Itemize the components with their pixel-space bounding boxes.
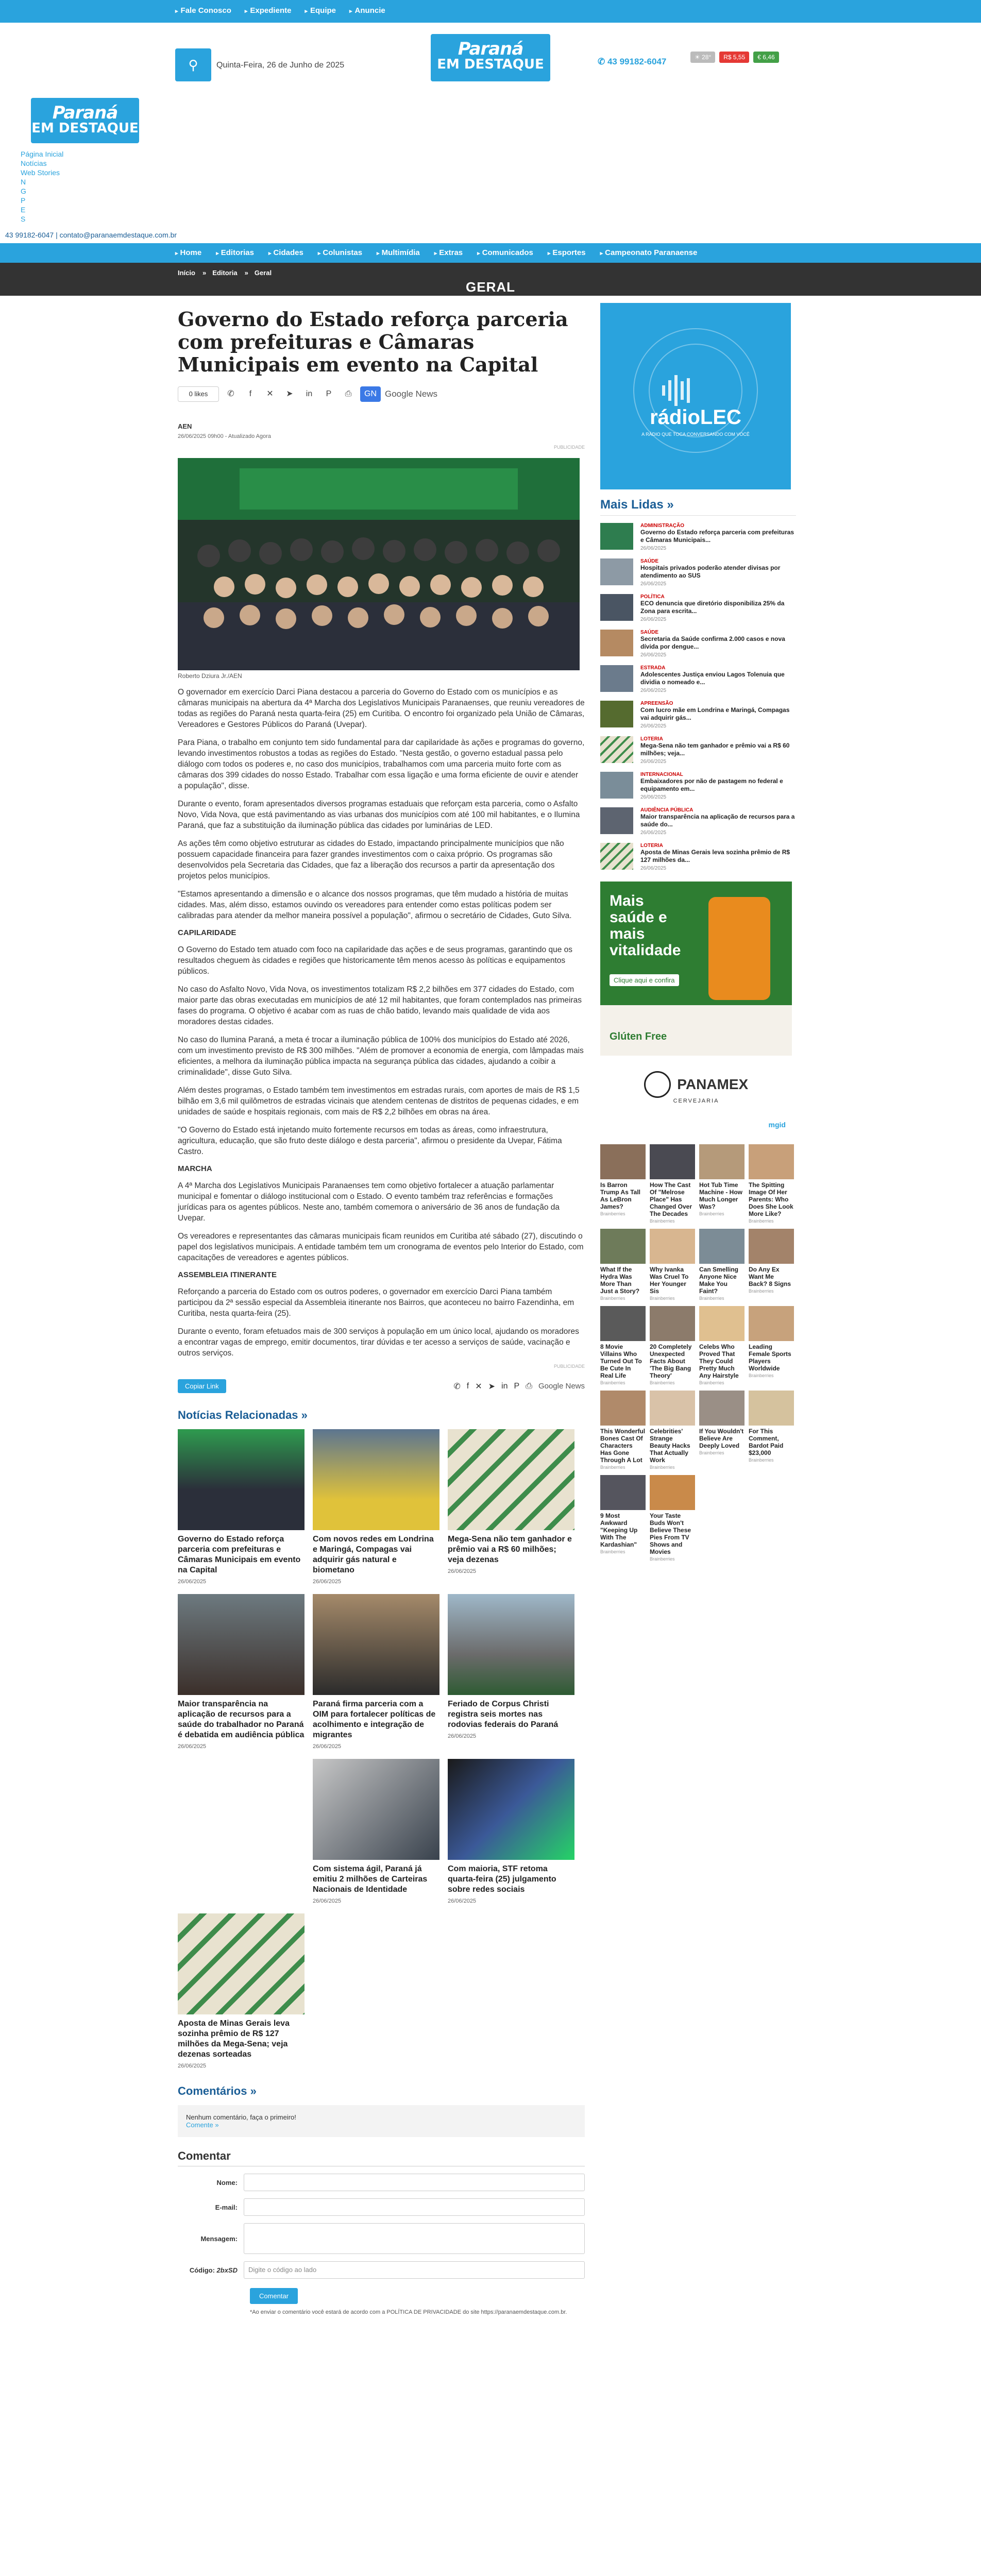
most-read-item[interactable]: LOTERIA Aposta de Minas Gerais leva sozinha prêmio de R$ 127 milhões da... 26/06/2025	[600, 843, 796, 871]
sponsored-thumb	[600, 1391, 646, 1426]
related-thumb	[313, 1429, 439, 1530]
sponsored-thumb	[650, 1229, 695, 1264]
paragraph: O Governo do Estado tem atuado com foco na capilaridade das ações e de seus programas, garantindo que os resultados cheguem às cidades e regiões que historicamente têm menos acesso às políticas e equipamentos públicos.	[178, 945, 573, 976]
sponsored-thumb	[650, 1391, 695, 1426]
current-date: Quinta-Feira, 26 de Junho de 2025	[216, 61, 345, 70]
related-heading: Notícias Relacionadas »	[178, 1409, 308, 1421]
sponsored-item[interactable]: The Spitting Image Of Her Parents: Who Does She Look More Like? Brainberries	[749, 1144, 794, 1224]
header	[0, 23, 981, 90]
sponsored-thumb	[600, 1144, 646, 1179]
comment-link[interactable]: Comente »	[186, 2121, 219, 2129]
related-spacer	[178, 1759, 305, 1904]
paragraph: Reforçando a parceria do Estado com os outros poderes, o governador em exercício Darci Piana também participou da 2ª sessão especial da Assembleia itinerante nos Bairros, que aconteceu no bairro Fazendinha, em Curitiba, nesta quarta-feira (25).	[178, 1287, 574, 1318]
side-link-p[interactable]: P	[21, 196, 26, 205]
most-read-item[interactable]: APREENSÃO Com lucro mãe em Londrina e Maringá, Compagas vai adquirir gás... 26/06/2025	[600, 701, 796, 729]
search-button[interactable]	[175, 48, 211, 81]
nav-cidades[interactable]: ▸ Cidades	[268, 248, 303, 257]
telegram-share-icon[interactable]: ➤	[488, 1382, 496, 1391]
top-link-equipe[interactable]: ▸ Equipe	[305, 6, 336, 15]
radio-ad-graphic	[600, 303, 791, 489]
side-link-home[interactable]: Página Inicial	[21, 150, 64, 158]
article-author: AEN	[178, 422, 192, 430]
sponsored-thumb	[699, 1229, 745, 1264]
sponsored-thumb	[650, 1475, 695, 1510]
related-card[interactable]: Maior transparência na aplicação de recursos para a saúde do trabalhador no Paraná é debatida em audiência pública 26/06/2025	[178, 1594, 305, 1750]
most-read-item[interactable]: ADMINISTRAÇÃO Governo do Estado reforça parceria com prefeituras e Câmaras Municipais... 26/06/2025	[600, 523, 796, 551]
most-read-thumb	[600, 523, 633, 550]
related-thumb	[178, 1594, 305, 1695]
article	[178, 299, 585, 2315]
radio-tagline: A RÁDIO QUE TOCA CONVERSANDO COM VOCÊ	[641, 432, 750, 437]
paragraph: No caso do Asfalto Novo, Vida Nova, os investimentos totalizam R$ 2,2 bilhões em 377 cidades do Estado, com maior parte das obras executadas em municípios de até 12 mil habitantes, que foram contemplados nas primeiras fases do programa. O objetivo é acabar com as ruas de chão batido, levando mais qualidade de vida aos moradores destas cidades.	[178, 985, 582, 1026]
x-share-icon[interactable]: ✕	[266, 389, 274, 398]
most-read-item[interactable]: ESTRADA Adolescentes Justiça enviou Lagos Tolenuia que dividia o nomeado e... 26/06/2025	[600, 665, 796, 693]
whatsapp-share-icon[interactable]: ✆	[453, 1382, 461, 1391]
sponsored-item[interactable]: 8 Movie Villains Who Turned Out To Be Cute In Real Life Brainberries	[600, 1306, 646, 1385]
most-read-list	[600, 523, 796, 871]
paragraph: Para Piana, o trabalho em conjunto tem sido fundamental para dar capilaridade às ações e programas do governo, levando investimentos robustos a todas as regiões do Estado. "Nesta gestão, o governo estadual passa pelo diálogo com todos os poderes e, no caso dos municípios, trabalhamos com uma parceria muito forte com as câmaras dos 399 cidades do nosso Estado. Trabalhar com essa ligação e uma forma eficiente de ouvir e atender a população", disse.	[178, 738, 585, 790]
related-thumb	[448, 1594, 574, 1695]
name-label: Nome:	[216, 2178, 238, 2187]
message-label: Mensagem:	[200, 2234, 238, 2243]
paragraph: No caso do Ilumina Paraná, a meta é trocar a iluminação pública de 100% dos municípios do Estado até 2026, com um investimento previsto de R$ 300 milhões. "Além de promover a economia de energia, com lâmpadas mais eficientes, a melhora da iluminação pública impacta na segurança pública das cidades, ajudando a coibir a criminalidade", disse Guto Silva.	[178, 1036, 584, 1077]
article-date: 26/06/2025 09h00 - Atualizado Agora	[178, 433, 272, 439]
facebook-share-icon[interactable]: f	[249, 389, 252, 398]
nav-home[interactable]: ▸ Home	[175, 248, 201, 257]
side-link-n[interactable]: N	[21, 178, 26, 186]
sponsored-thumb	[600, 1229, 646, 1264]
most-read-item[interactable]: LOTERIA Mega-Sena não tem ganhador e prêmio vai a R$ 60 milhões; veja... 26/06/2025	[600, 736, 796, 765]
message-input[interactable]	[244, 2223, 585, 2254]
email-input[interactable]	[244, 2198, 585, 2216]
side-link-e[interactable]: E	[21, 206, 26, 214]
related-card[interactable]: Mega-Sena não tem ganhador e prêmio vai a R$ 60 milhões; veja dezenas 26/06/2025	[448, 1429, 574, 1585]
name-row	[178, 2174, 585, 2191]
radio-name: rádioLEC	[650, 406, 741, 429]
most-read-thumb	[600, 594, 633, 621]
related-card[interactable]: Com maioria, STF retoma quarta-feira (25) julgamento sobre redes sociais 26/06/2025	[448, 1759, 574, 1904]
health-ad-strip	[600, 1005, 792, 1056]
most-read-item[interactable]: AUDIÊNCIA PÚBLICA Maior transparência na aplicação de recursos para a saúde do... 26/06/2025	[600, 807, 796, 836]
side-link-news[interactable]: Notícias	[21, 159, 47, 167]
related-card[interactable]: Paraná firma parceria com a OIM para fortalecer políticas de acolhimento e integração de migrantes 26/06/2025	[313, 1594, 439, 1750]
sponsored-item[interactable]: Why Ivanka Was Cruel To Her Younger Sis Brainberries	[650, 1229, 695, 1301]
contact-line[interactable]: 43 99182-6047 | contato@paranaemdestaque.com.br	[5, 231, 177, 239]
google-news-icon[interactable]: GN	[360, 386, 381, 402]
site-logo[interactable]: Paraná EM DESTAQUE	[431, 34, 550, 81]
most-read-thumb	[600, 630, 633, 656]
related-card[interactable]: Com sistema ágil, Paraná já emitiu 2 milhões de Carteiras Nacionais de Identidade 26/06/2025	[313, 1759, 439, 1904]
x-share-icon[interactable]: ✕	[475, 1382, 482, 1391]
subheading-marcha: MARCHA	[178, 1164, 212, 1173]
breadcrumb-geral[interactable]: » Geral	[245, 269, 272, 277]
most-read-thumb	[600, 558, 633, 585]
sponsored-thumb	[699, 1391, 745, 1426]
whatsapp-share-icon[interactable]: ✆	[227, 389, 234, 398]
most-read-item[interactable]: SAÚDE Secretaria da Saúde confirma 2.000 casos e nova dívida por dengue... 26/06/2025	[600, 630, 796, 658]
paragraph: "O Governo do Estado está injetando muito fortemente recursos em todas as áreas, como infraestrutura, agricultura, educação, que são fruto deste diálogo e desta parceria", afirmou o presidente da Uvepar, Fátima Castro.	[178, 1126, 562, 1156]
facebook-share-icon[interactable]: f	[466, 1381, 469, 1391]
linkedin-share-icon[interactable]: in	[501, 1381, 508, 1391]
code-label: Código: 2bxSD	[189, 2266, 238, 2274]
privacy-notice: *Ao enviar o comentário você estará de acordo com a POLÍTICA DE PRIVACIDADE do site https://paranaemdestaque.com.br.	[250, 2309, 567, 2315]
most-read-thumb	[600, 807, 633, 834]
print-icon[interactable]: ⎙	[345, 389, 352, 398]
sponsored-item[interactable]: If You Wouldn't Believe Are Deeply Loved Brainberries	[699, 1391, 745, 1470]
top-link-expediente[interactable]: ▸ Expediente	[245, 6, 292, 15]
google-news-label[interactable]: Google News	[538, 1382, 585, 1391]
top-link-anuncie[interactable]: ▸ Anuncie	[349, 6, 385, 15]
comments-box	[178, 2105, 585, 2137]
sponsored-thumb	[749, 1229, 794, 1264]
most-read-item[interactable]: SAÚDE Hospitais privados poderão atender divisas por atendimento ao SUS 26/06/2025	[600, 558, 796, 587]
sponsored-thumb	[600, 1475, 646, 1510]
section-title: GERAL	[466, 279, 515, 295]
facebook-like-button[interactable]: 0 likes	[178, 386, 219, 402]
sponsored-item[interactable]: 20 Completely Unexpected Facts About 'The Big Bang Theory' Brainberries	[650, 1306, 695, 1385]
sponsored-thumb	[749, 1144, 794, 1179]
ad-label: PUBLICIDADE	[553, 445, 585, 450]
breadcrumb-home[interactable]: Início	[178, 269, 195, 277]
code-row	[178, 2261, 585, 2279]
paragraph: As ações têm como objetivo estruturar as cidades do Estado, impactando principalmente municípios que não possuem capacidade financeira para fazer grandes investimentos com o caixa próprio. Os programas são desenvolvidos pela Secretaria das Cidades, que faz a liberação dos recursos a partir da apresentação dos projetos pelos municípios.	[178, 839, 564, 880]
comments-heading: Comentários »	[178, 2084, 257, 2097]
panamex-ad[interactable]	[600, 1071, 792, 1112]
sponsored-item[interactable]: For This Comment, Bardot Paid $23,000 Brainberries	[749, 1391, 794, 1470]
sponsored-item[interactable]: What If the Hydra Was More Than Just a Story? Brainberries	[600, 1229, 646, 1301]
submit-comment-button[interactable]: Comentar	[250, 2288, 298, 2304]
side-links	[21, 149, 63, 224]
sponsored-thumb	[749, 1391, 794, 1426]
nav-esportes[interactable]: ▸ Esportes	[548, 248, 586, 257]
most-read-heading: Mais Lidas »	[600, 498, 796, 516]
section-bar	[0, 263, 981, 296]
top-bar	[0, 0, 981, 23]
paragraph: "Estamos apresentando a dimensão e o alcance dos nossos programas, que têm mudado a história de muitas cidades. Mas, além disso, estamos ouvindo os vereadores para entender como estas políticas podem ser calibradas para atender da melhor maneira possível a população", afirmou o secretário de Cidades, Guto Silva.	[178, 890, 572, 920]
nav-extras[interactable]: ▸ Extras	[434, 248, 463, 257]
sponsored-item[interactable]: Can Smelling Anyone Nice Make You Faint? Brainberries	[699, 1229, 745, 1301]
name-input[interactable]	[244, 2174, 585, 2191]
most-read-thumb	[600, 772, 633, 799]
weather-badge[interactable]: ☀ 28°	[690, 52, 715, 63]
sponsored-item[interactable]: Celebs Who Proved That They Could Pretty Much Any Hairstyle Brainberries	[699, 1306, 745, 1385]
related-thumb	[313, 1759, 439, 1860]
crowd-photo-image	[178, 458, 580, 670]
paragraph: Além destes programas, o Estado também tem investimentos em estradas rurais, com aportes de mais de R$ 1,5 bilhão em 3,6 mil quilômetros de estradas vicinais que atendem centenas de distritos de pequenas cidades, e em unidades de saúde e hospitais regionais, com mais de R$ 2,2 bilhões em obras na área.	[178, 1086, 580, 1116]
radio-lec-ad[interactable]	[600, 303, 791, 489]
paragraph: Durante o evento, foram efetuados mais de 300 serviços à população em um único local, ajudando os moradores a encontrar vagas de emprego, emitir documentos, tirar dúvidas e ter acesso a serviços de saúde, vacinação e outros serviços.	[178, 1327, 579, 1358]
sponsored-thumb	[749, 1306, 794, 1341]
sidebar	[600, 303, 796, 1562]
subheading-assembleia: ASSEMBLEIA ITINERANTE	[178, 1270, 277, 1279]
most-read-item[interactable]: POLÍTICA ECO denuncia que diretório disponibiliza 25% da Zona para escrita... 26/06/2025	[600, 594, 796, 622]
no-comments-text: Nenhum comentário, faça o primeiro!	[186, 2113, 296, 2121]
sponsored-thumb	[650, 1144, 695, 1179]
health-store-ad[interactable]	[600, 882, 792, 1056]
subheading-capilaridade: CAPILARIDADE	[178, 928, 236, 937]
mgid-logo[interactable]: mgid	[768, 1121, 786, 1129]
photo-caption: Roberto Dziura Jr./AEN	[178, 672, 242, 680]
email-row	[178, 2198, 585, 2216]
google-news-label[interactable]: Google News	[385, 389, 438, 399]
breadcrumb-editoria[interactable]: » Editoria	[202, 269, 238, 277]
article-body	[178, 687, 585, 1359]
side-link-stories[interactable]: Web Stories	[21, 168, 60, 177]
most-read-thumb	[600, 701, 633, 727]
sponsored-thumb	[699, 1144, 745, 1179]
related-grid	[178, 1429, 585, 2069]
main-nav	[0, 243, 981, 263]
side-link-s[interactable]: S	[21, 215, 26, 223]
nav-campeonato[interactable]: ▸ Campeonato Paranaense	[600, 248, 698, 257]
related-thumb	[313, 1594, 439, 1695]
most-read-thumb	[600, 665, 633, 692]
nav-colunistas[interactable]: ▸ Colunistas	[318, 248, 362, 257]
search-icon: ⚲	[188, 57, 198, 73]
related-thumb	[448, 1429, 574, 1530]
article-title: Governo do Estado reforça parceria com prefeituras e Câmaras Municipais em evento na Capital	[178, 308, 568, 376]
paragraph: A 4ª Marcha dos Legislativos Municipais Paranaenses tem como objetivo fortalecer a atuação parlamentar municipal e fomentar o diálogo institucional com o Estado. O evento também traz referências e formações jurídicas para os agentes públicos. Neste ano, também comemora o aniversário de 36 anos de fundação da Uvepar.	[178, 1181, 560, 1223]
sponsored-item[interactable]: Is Barron Trump As Tall As LeBron James? Brainberries	[600, 1144, 646, 1224]
ad-label: PUBLICIDADE	[553, 1364, 585, 1369]
sponsored-item[interactable]: Your Taste Buds Won't Believe These Pies From TV Shows and Movies Brainberries	[650, 1475, 695, 1562]
related-card[interactable]: Governo do Estado reforça parceria com prefeituras e Câmaras Municipais em evento na Capital 26/06/2025	[178, 1429, 305, 1585]
sponsored-item[interactable]: This Wonderful Bones Cast Of Characters Has Gone Through A Lot Brainberries	[600, 1391, 646, 1470]
telegram-share-icon[interactable]: ➤	[286, 389, 293, 398]
pinterest-share-icon[interactable]: P	[514, 1381, 520, 1391]
article-photo[interactable]	[178, 458, 580, 670]
panamex-logo-icon	[644, 1071, 671, 1098]
top-link-fale-conosco[interactable]: ▸ Fale Conosco	[175, 6, 231, 15]
sponsored-item[interactable]: Celebrities' Strange Beauty Hacks That Actually Work Brainberries	[650, 1391, 695, 1470]
sponsored-item[interactable]: Hot Tub Time Machine - How Much Longer Was? Brainberries	[699, 1144, 745, 1224]
top-links	[175, 6, 385, 15]
whatsapp-icon: ✆	[598, 57, 607, 66]
side-link-g[interactable]: G	[21, 187, 26, 195]
panamex-name: PANAMEX	[677, 1076, 749, 1092]
sponsored-item[interactable]: Do Any Ex Want Me Back? 8 Signs Brainberries	[749, 1229, 794, 1301]
health-ad-cta: Clique aqui e confira	[610, 974, 679, 986]
health-ad-title: Mais saúde e mais vitalidade	[610, 892, 681, 959]
sponsored-item[interactable]: 9 Most Awkward "Keeping Up With The Kardashian" Brainberries	[600, 1475, 646, 1562]
nav-comunicados[interactable]: ▸ Comunicados	[477, 248, 533, 257]
paragraph: Os vereadores e representantes das câmaras municipais ficam reunidos em Curitiba até sábado (27), discutindo o papel dos legislativos municipais. A entidade também tem um cronograma de eventos pelo Interior do Estado, com capacitações de vereadores e agentes públicos.	[178, 1232, 584, 1262]
related-card[interactable]: Com novos redes em Londrina e Maringá, Compagas vai adquirir gás natural e biometano 26/06/2025	[313, 1429, 439, 1585]
related-card[interactable]: Feriado de Corpus Christi registra seis mortes nas rodovias federais do Paraná 26/06/2025	[448, 1594, 574, 1750]
print-icon[interactable]: ⎙	[526, 1381, 532, 1391]
side-logo[interactable]: Paraná EM DESTAQUE	[31, 98, 139, 143]
pinterest-share-icon[interactable]: P	[326, 389, 332, 398]
email-label: E-mail:	[215, 2203, 238, 2211]
message-row	[178, 2223, 585, 2254]
most-read-thumb	[600, 736, 633, 763]
breadcrumb	[178, 269, 272, 277]
related-card[interactable]: Aposta de Minas Gerais leva sozinha prêmio de R$ 127 milhões da Mega-Sena; veja dezenas sorteadas 26/06/2025	[178, 1913, 305, 2069]
sponsored-item[interactable]: Leading Female Sports Players Worldwide Brainberries	[749, 1306, 794, 1385]
linkedin-share-icon[interactable]: in	[306, 389, 313, 398]
paragraph: O governador em exercício Darci Piana destacou a parceria do Governo do Estado com os municípios e as câmaras municipais na abertura da 4ª Marcha dos Legislativos Municipais Paranaenses, que reuniu vereadores de todas as regiões do Paraná nesta quarta-feira (25) em Curitiba. O encontro foi organizado pela União de Câmaras, Vereadores e Gestores Públicos do Paraná (Uvepar).	[178, 688, 585, 729]
panamex-subtitle: CERVEJARIA	[673, 1098, 719, 1104]
sponsored-thumb	[600, 1306, 646, 1341]
sponsored-item[interactable]: How The Cast Of "Melrose Place" Has Changed Over The Decades Brainberries	[650, 1144, 695, 1224]
supplement-bottle-image	[708, 897, 770, 1000]
whatsapp-phone[interactable]: ✆ 43 99182-6047	[598, 57, 667, 66]
sponsored-thumb	[699, 1306, 745, 1341]
copy-link-button[interactable]: Copiar Link	[178, 1379, 226, 1393]
euro-badge[interactable]: € 6,46	[753, 52, 779, 63]
sponsored-grid	[600, 1144, 796, 1562]
captcha-code: 2bxSD	[216, 2266, 238, 2274]
currency-badge[interactable]: R$ 5,55	[719, 52, 749, 63]
bottom-share-row	[178, 1379, 585, 1393]
gluten-free-label: Glúten Free	[610, 1031, 667, 1042]
related-thumb	[178, 1429, 305, 1530]
share-bar	[178, 386, 585, 402]
most-read-thumb	[600, 843, 633, 870]
header-mini-buttons	[690, 52, 779, 63]
paragraph: Durante o evento, foram apresentados diversos programas estaduais que reforçam esta parceria, como o Asfalto Novo, Vida Nova, que está pavimentando as vias urbanas dos municípios com até 100 mil habitantes, e o Ilumina Paraná, que faz a substituição da iluminação pública das cidades por luminárias de LED.	[178, 800, 580, 830]
code-input[interactable]: Digite o código ao lado	[244, 2261, 585, 2279]
most-read-item[interactable]: INTERNACIONAL Embaixadores por não de pastagem no federal e equipamento em... 26/06/2025	[600, 772, 796, 800]
nav-multimidia[interactable]: ▸ Multimídia	[377, 248, 420, 257]
related-thumb	[448, 1759, 574, 1860]
nav-editorias[interactable]: ▸ Editorias	[216, 248, 254, 257]
sponsored-thumb	[650, 1306, 695, 1341]
comment-form-heading: Comentar	[178, 2149, 585, 2166]
related-thumb	[178, 1913, 305, 2014]
